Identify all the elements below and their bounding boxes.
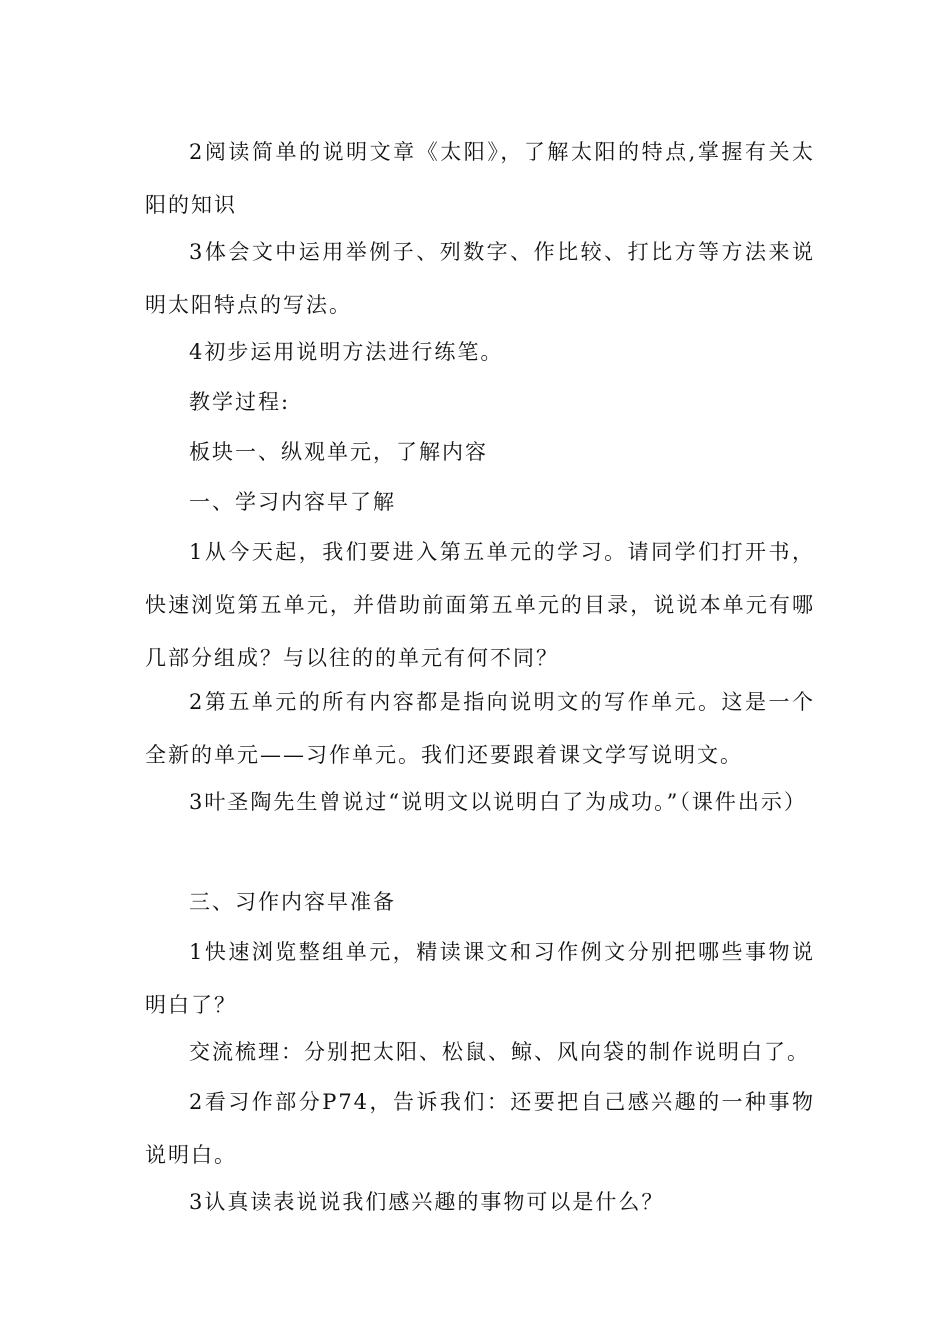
paragraph-discussion: 交流梳理：分别把太阳、松鼠、鲸、风向袋的制作说明白了。: [189, 1040, 810, 1064]
heading-teaching-process: 教学过程:: [189, 390, 291, 414]
paragraph-prep-3: 3认真读表说说我们感兴趣的事物可以是什么？: [189, 1190, 665, 1214]
paragraph-prep-1: 1快速浏览整组单元，精读课文和习作例文分别把哪些事物说明白了？: [145, 940, 815, 1017]
heading-section-1: 板块一、纵观单元，了解内容: [189, 440, 488, 464]
paragraph-step-1: 1从今天起，我们要进入第五单元的学习。请同学们打开书，快速浏览第五单元，并借助前面第五单元的目录，说说本单元有哪几部分组成？与以往的的单元有何不同？: [145, 540, 815, 670]
paragraph-goal-4: 4初步运用说明方法进行练笔。: [189, 340, 504, 364]
paragraph-step-2: 2第五单元的所有内容都是指向说明文的写作单元。这是一个全新的单元——习作单元。我们还要跟着课文学写说明文。: [145, 690, 815, 767]
heading-subsection-3: 三、习作内容早准备: [189, 890, 396, 914]
paragraph-goal-2: 2阅读简单的说明文章《太阳》，了解太阳的特点,掌握有关太阳的知识: [145, 140, 815, 217]
paragraph-prep-2: 2看习作部分P74，告诉我们：还要把自己感兴趣的一种事物说明白。: [145, 1090, 815, 1167]
paragraph-step-3: 3叶圣陶先生曾说过“说明文以说明白了为成功。”（课件出示）: [189, 790, 807, 814]
paragraph-goal-3: 3体会文中运用举例子、列数字、作比较、打比方等方法来说明太阳特点的写法。: [145, 240, 815, 317]
heading-subsection-1: 一、学习内容早了解: [189, 490, 396, 514]
